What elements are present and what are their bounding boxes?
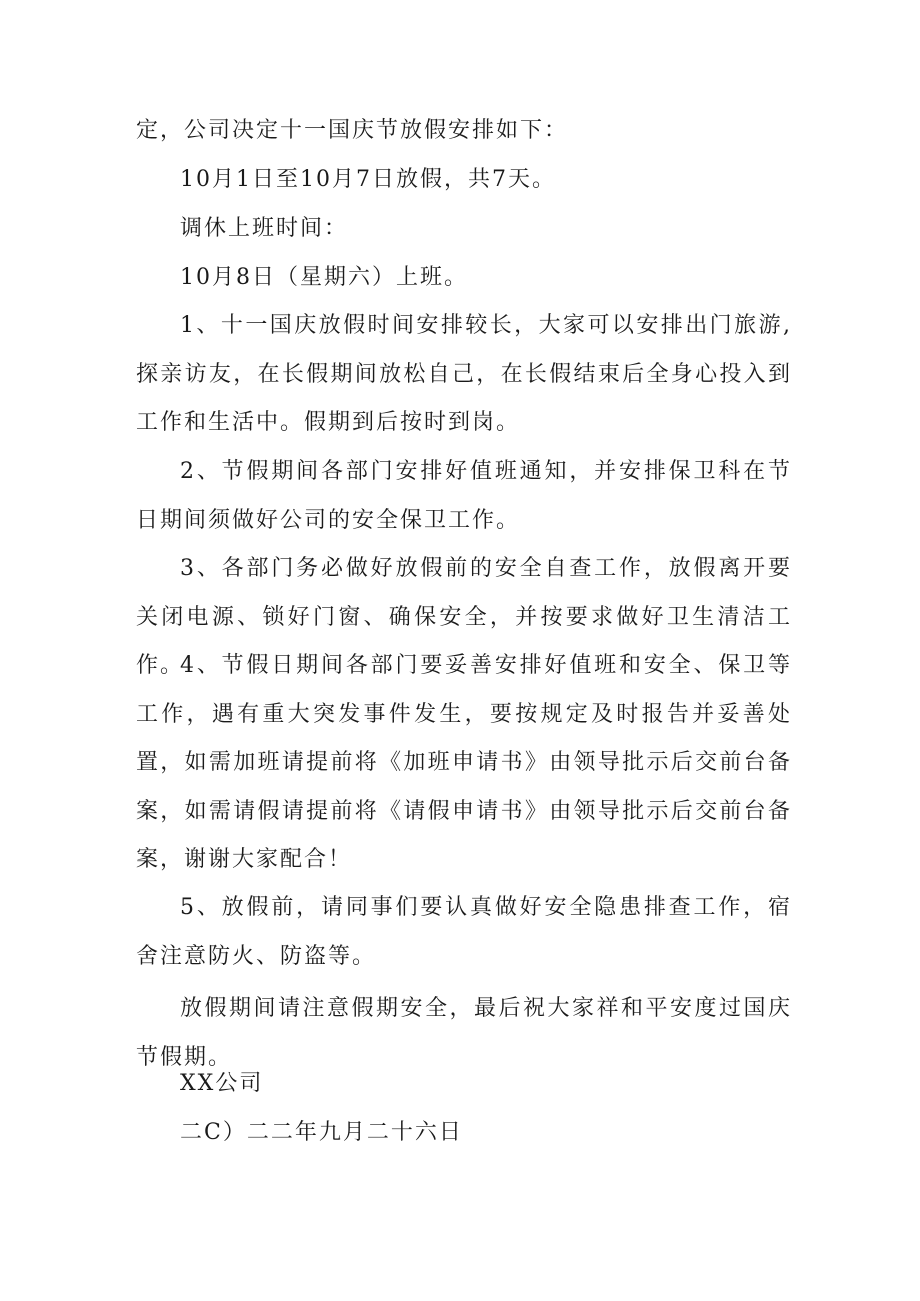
paragraph-item-1: 1、十一国庆放假时间安排较长，大家可以安排出门旅游,探亲访友，在长假期间放松自己，在长假结束后全身心投入到工作和生活中。假期到后按时到岗。 (136, 313, 792, 435)
paragraph-makeup-work-date: 10月8日（星期六）上班。 (180, 265, 468, 290)
paragraph-item-4: 4、节假日期间各部门要妥善安排好值班和安全、保卫等工作，遇有重大突发事件发生，要按规定及时报告并妥善处置，如需加班请提前将《加班申请书》由领导批示后交前台备案，如需请假请提前将《请假申请书》由领导批示后交前台备案，谢谢大家配合！ (136, 653, 792, 872)
paragraph-holiday-dates: 10月1日至10月7日放假，共7天。 (180, 167, 556, 192)
paragraph-item-5: 5、放假前，请同事们要认真做好安全隐患排查工作，宿舍注意防火、防盗等。 (136, 895, 792, 969)
paragraph-intro-continuation: 定，公司决定十一国庆节放假安排如下： (136, 118, 569, 143)
signature-company: XX公司 (180, 1071, 264, 1096)
paragraph-closing: 放假期间请注意假期安全，最后祝大家祥和平安度过国庆节假期。 (136, 996, 792, 1070)
paragraph-makeup-work-heading: 调休上班时间： (180, 216, 349, 241)
paragraph-item-2: 2、节假期间各部门安排好值班通知，并安排保卫科在节日期间须做好公司的安全保卫工作。 (136, 459, 792, 533)
paragraph-item-3: 3、各部门务必做好放假前的安全自查工作，放假离开要关闭电源、锁好门窗、确保安全，并按要求做好卫生清洁工作。 (136, 556, 792, 678)
signature-date: 二C）二二年九月二十六日 (180, 1120, 463, 1145)
